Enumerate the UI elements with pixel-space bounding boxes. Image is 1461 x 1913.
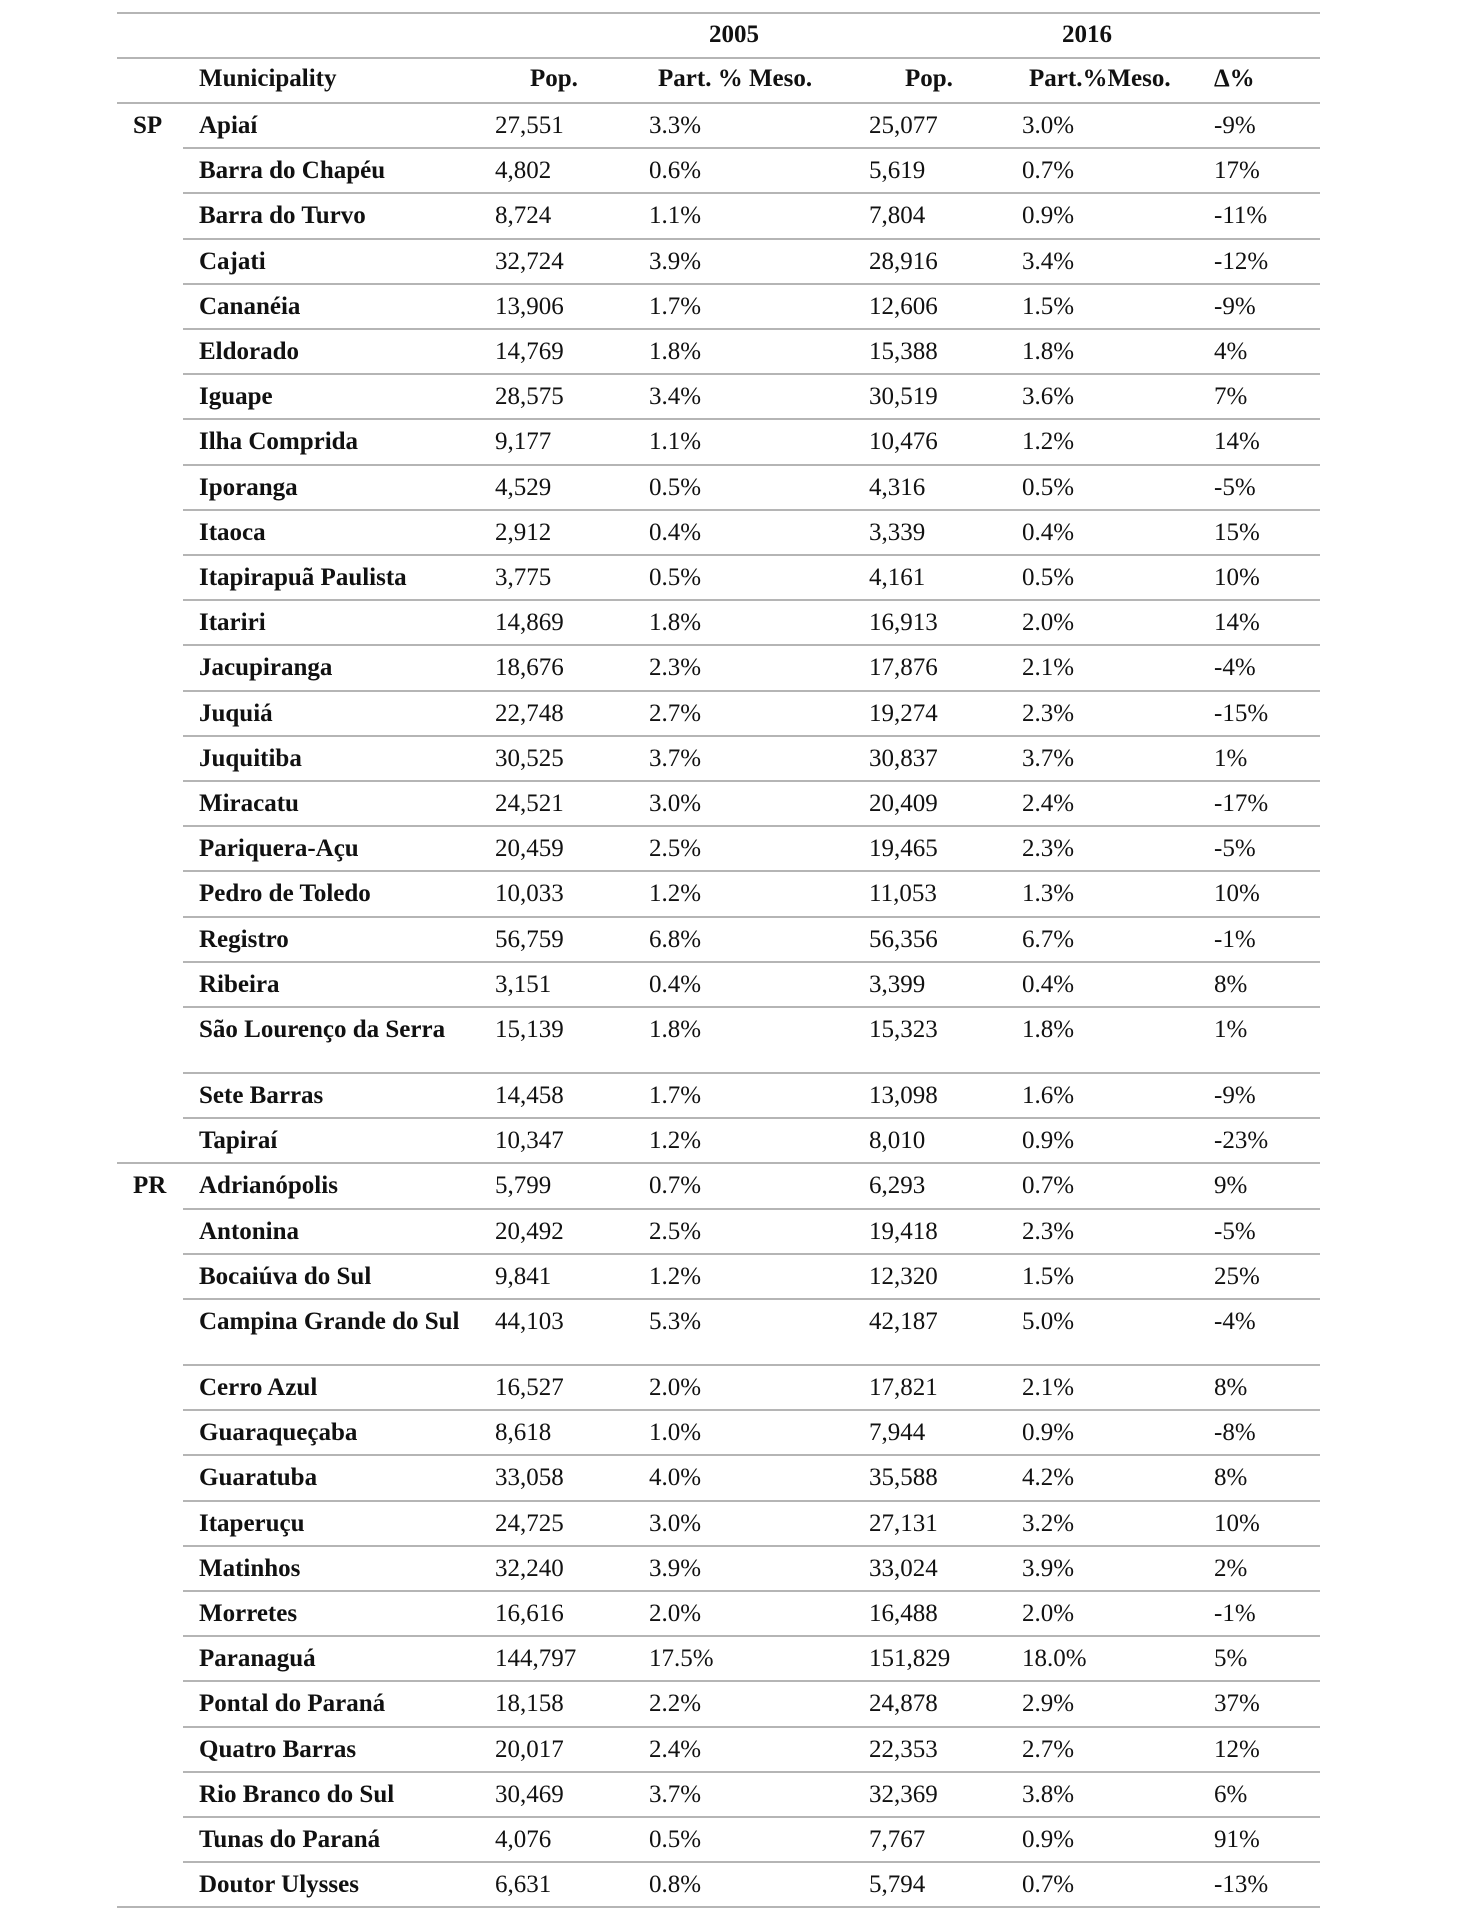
part-meso-2016: 0.7% — [1022, 1172, 1075, 1200]
delta-percent: 37% — [1214, 1690, 1260, 1718]
delta-percent: -11% — [1214, 202, 1268, 230]
delta-percent: 2% — [1214, 1554, 1248, 1582]
pop-2016: 25,077 — [869, 112, 938, 139]
part-meso-2016: 0.9% — [1022, 202, 1075, 230]
part-meso-2005: 3.3% — [649, 112, 702, 139]
delta-percent: 14% — [1214, 609, 1260, 637]
delta-percent: 10% — [1214, 564, 1260, 591]
pop-2016: 33,024 — [869, 1554, 938, 1582]
part-meso-2005: 2.0% — [649, 1600, 702, 1627]
part-meso-2016: 5.0% — [1022, 1308, 1075, 1335]
pop-2005: 28,575 — [495, 383, 564, 411]
part-meso-2005: 2.5% — [649, 835, 702, 863]
municipality-name: Antonina — [199, 1217, 300, 1245]
pop-2016: 11,053 — [869, 880, 937, 908]
table-row — [117, 737, 1320, 782]
col-header-pop-2005: Pop. — [530, 65, 578, 92]
municipality-name: Pariquera-Açu — [199, 835, 359, 863]
part-meso-2005: 1.7% — [649, 1082, 702, 1109]
delta-percent: 8% — [1214, 1374, 1248, 1401]
state-label: SP — [133, 112, 163, 139]
pop-2016: 4,161 — [869, 564, 926, 591]
state-label: PR — [133, 1172, 167, 1200]
pop-2005: 33,058 — [495, 1464, 564, 1492]
municipality-name: Barra do Turvo — [199, 202, 366, 230]
delta-percent: 1% — [1214, 744, 1248, 772]
part-meso-2005: 3.0% — [649, 1509, 702, 1537]
header-rule — [117, 57, 1320, 59]
pop-2016: 8,010 — [869, 1127, 926, 1155]
delta-percent: -5% — [1214, 1217, 1256, 1245]
municipality-name: Cerro Azul — [199, 1374, 318, 1401]
pop-2005: 8,724 — [495, 202, 552, 230]
part-meso-2005: 1.2% — [649, 1262, 702, 1290]
pop-2016: 16,913 — [869, 609, 938, 637]
municipality-name: São Lourenço da Serra — [199, 1016, 446, 1043]
part-meso-2005: 2.0% — [649, 1374, 702, 1401]
pop-2016: 15,323 — [869, 1016, 938, 1043]
table-row — [117, 1592, 1320, 1637]
table-row — [117, 511, 1320, 556]
pop-2016: 35,588 — [869, 1464, 938, 1492]
delta-percent: -15% — [1214, 699, 1269, 727]
part-meso-2016: 1.5% — [1022, 292, 1075, 320]
part-meso-2016: 0.9% — [1022, 1127, 1075, 1155]
pop-2005: 20,492 — [495, 1217, 564, 1245]
table-row — [117, 1255, 1320, 1300]
table-row — [117, 1456, 1320, 1501]
part-meso-2005: 2.2% — [649, 1690, 702, 1718]
municipality-name: Matinhos — [199, 1554, 301, 1582]
part-meso-2016: 0.9% — [1022, 1826, 1075, 1853]
pop-2016: 27,131 — [869, 1509, 938, 1537]
col-header-part-2005: Part. % Meso. — [658, 65, 813, 92]
delta-percent: -12% — [1214, 247, 1269, 275]
part-meso-2016: 3.0% — [1022, 112, 1075, 139]
pop-2005: 16,616 — [495, 1600, 564, 1627]
pop-2016: 3,399 — [869, 970, 926, 998]
delta-percent: 14% — [1214, 428, 1260, 456]
pop-2016: 4,316 — [869, 473, 926, 501]
pop-2005: 14,458 — [495, 1082, 564, 1109]
part-meso-2005: 1.2% — [649, 880, 702, 908]
table-row — [117, 918, 1320, 963]
delta-percent: 10% — [1214, 1509, 1260, 1537]
pop-2005: 4,802 — [495, 157, 552, 185]
part-meso-2005: 17.5% — [649, 1645, 714, 1673]
municipality-name: Bocaiúva do Sul — [199, 1262, 372, 1290]
pop-2016: 30,519 — [869, 383, 938, 411]
delta-percent: 8% — [1214, 970, 1248, 998]
pop-2016: 28,916 — [869, 247, 938, 275]
pop-2016: 30,837 — [869, 744, 938, 772]
delta-percent: -4% — [1214, 1308, 1256, 1335]
table-row — [117, 149, 1320, 194]
part-meso-2016: 6.7% — [1022, 925, 1075, 953]
pop-2005: 18,158 — [495, 1690, 564, 1718]
col-header-municipality: Municipality — [199, 65, 337, 92]
pop-2016: 22,353 — [869, 1735, 938, 1763]
part-meso-2005: 3.7% — [649, 1780, 702, 1808]
part-meso-2005: 1.8% — [649, 609, 702, 637]
pop-2005: 24,521 — [495, 790, 564, 817]
pop-2005: 4,076 — [495, 1826, 552, 1853]
table-row — [117, 1863, 1320, 1908]
part-meso-2016: 18.0% — [1022, 1645, 1087, 1673]
pop-2005: 144,797 — [495, 1645, 577, 1673]
delta-percent: -23% — [1214, 1127, 1269, 1155]
part-meso-2016: 2.1% — [1022, 654, 1075, 682]
part-meso-2005: 0.4% — [649, 970, 702, 998]
part-meso-2016: 0.5% — [1022, 473, 1075, 501]
pop-2005: 10,033 — [495, 880, 564, 908]
pop-2005: 20,017 — [495, 1735, 564, 1763]
part-meso-2005: 1.7% — [649, 292, 702, 320]
part-meso-2005: 2.5% — [649, 1217, 702, 1245]
table-row — [117, 692, 1320, 737]
pop-2005: 14,869 — [495, 609, 564, 637]
municipality-name: Cajati — [199, 247, 266, 275]
pop-2016: 3,339 — [869, 518, 926, 546]
part-meso-2005: 0.6% — [649, 157, 702, 185]
pop-2016: 24,878 — [869, 1690, 938, 1718]
table-row — [117, 1682, 1320, 1727]
part-meso-2016: 2.0% — [1022, 609, 1075, 637]
delta-percent: 10% — [1214, 880, 1260, 908]
part-meso-2005: 3.4% — [649, 383, 702, 411]
part-meso-2005: 2.7% — [649, 699, 702, 727]
municipality-name: Barra do Chapéu — [199, 157, 386, 185]
delta-percent: -17% — [1214, 790, 1269, 817]
table-row — [117, 1008, 1320, 1074]
pop-2005: 20,459 — [495, 835, 564, 863]
table-row — [117, 420, 1320, 465]
part-meso-2016: 2.4% — [1022, 790, 1075, 817]
pop-2016: 17,876 — [869, 654, 938, 682]
pop-2016: 151,829 — [869, 1645, 951, 1673]
delta-percent: -1% — [1214, 1600, 1256, 1627]
pop-2005: 10,347 — [495, 1127, 564, 1155]
pop-2005: 2,912 — [495, 518, 552, 546]
table-row — [117, 375, 1320, 420]
table-row — [117, 1210, 1320, 1255]
table-row — [117, 1119, 1320, 1164]
table-row — [117, 556, 1320, 601]
part-meso-2016: 2.9% — [1022, 1690, 1075, 1718]
part-meso-2005: 1.1% — [649, 202, 702, 230]
pop-2005: 18,676 — [495, 654, 564, 682]
municipality-name: Apiaí — [199, 112, 258, 139]
pop-2005: 16,527 — [495, 1374, 564, 1401]
part-meso-2005: 6.8% — [649, 925, 702, 953]
part-meso-2016: 0.7% — [1022, 1871, 1075, 1899]
delta-percent: -9% — [1214, 292, 1256, 320]
delta-percent: -9% — [1214, 112, 1256, 139]
pop-2005: 14,769 — [495, 338, 564, 365]
pop-2005: 30,525 — [495, 744, 564, 772]
pop-2005: 9,841 — [495, 1262, 552, 1290]
part-meso-2005: 0.7% — [649, 1172, 702, 1200]
pop-2016: 12,320 — [869, 1262, 938, 1290]
municipality-name: Pedro de Toledo — [199, 880, 371, 908]
municipality-name: Juquitiba — [199, 744, 302, 772]
pop-2016: 56,356 — [869, 925, 938, 953]
part-meso-2005: 1.8% — [649, 1016, 702, 1043]
part-meso-2005: 0.5% — [649, 1826, 702, 1853]
delta-percent: 91% — [1214, 1826, 1260, 1853]
pop-2016: 19,274 — [869, 699, 938, 727]
pop-2005: 24,725 — [495, 1509, 564, 1537]
table-row — [117, 601, 1320, 646]
table-row — [117, 1547, 1320, 1592]
pop-2016: 17,821 — [869, 1374, 938, 1401]
delta-percent: 4% — [1214, 338, 1248, 365]
pop-2005: 3,775 — [495, 564, 552, 591]
part-meso-2016: 3.2% — [1022, 1509, 1075, 1537]
pop-2005: 6,631 — [495, 1871, 552, 1899]
part-meso-2005: 1.2% — [649, 1127, 702, 1155]
part-meso-2016: 2.0% — [1022, 1600, 1075, 1627]
pop-2005: 8,618 — [495, 1419, 552, 1447]
municipality-name: Juquiá — [199, 699, 273, 727]
part-meso-2005: 1.0% — [649, 1419, 702, 1447]
municipality-name: Adrianópolis — [199, 1172, 338, 1200]
part-meso-2016: 0.4% — [1022, 518, 1075, 546]
pop-2016: 7,767 — [869, 1826, 926, 1853]
table-row — [117, 1502, 1320, 1547]
part-meso-2005: 0.8% — [649, 1871, 702, 1899]
municipality-name: Ilha Comprida — [199, 428, 359, 456]
table-row — [117, 330, 1320, 375]
col-header-part-2016: Part.%Meso. — [1029, 65, 1171, 92]
row-rule — [117, 1906, 1320, 1908]
delta-percent: 12% — [1214, 1735, 1260, 1763]
table-row — [117, 1074, 1320, 1119]
part-meso-2016: 0.5% — [1022, 564, 1075, 591]
municipality-name: Iguape — [199, 383, 273, 411]
municipality-name: Itariri — [199, 609, 266, 637]
table-row — [117, 1773, 1320, 1818]
part-meso-2005: 0.5% — [649, 564, 702, 591]
table-row — [117, 104, 1320, 149]
part-meso-2016: 0.7% — [1022, 157, 1075, 185]
part-meso-2016: 4.2% — [1022, 1464, 1075, 1492]
municipality-name: Itaperuçu — [199, 1509, 305, 1537]
part-meso-2016: 3.6% — [1022, 383, 1075, 411]
part-meso-2016: 2.3% — [1022, 1217, 1075, 1245]
table-row — [117, 1637, 1320, 1682]
pop-2016: 15,388 — [869, 338, 938, 365]
pop-2005: 56,759 — [495, 925, 564, 953]
municipality-name: Tunas do Paraná — [199, 1826, 381, 1853]
pop-2016: 10,476 — [869, 428, 938, 456]
municipality-name: Guaraqueçaba — [199, 1419, 358, 1447]
delta-percent: 25% — [1214, 1262, 1260, 1290]
table-row — [117, 285, 1320, 330]
municipality-name: Guaratuba — [199, 1464, 318, 1492]
table-row — [117, 194, 1320, 239]
pop-2016: 19,418 — [869, 1217, 938, 1245]
pop-2016: 13,098 — [869, 1082, 938, 1109]
municipality-name: Miracatu — [199, 790, 299, 817]
municipality-name: Cananéia — [199, 292, 301, 320]
delta-percent: -4% — [1214, 654, 1256, 682]
part-meso-2005: 0.5% — [649, 473, 702, 501]
part-meso-2005: 2.3% — [649, 654, 702, 682]
part-meso-2016: 0.9% — [1022, 1419, 1075, 1447]
pop-2005: 15,139 — [495, 1016, 564, 1043]
part-meso-2005: 3.9% — [649, 1554, 702, 1582]
pop-2005: 22,748 — [495, 699, 564, 727]
delta-percent: 7% — [1214, 383, 1248, 411]
delta-percent: -8% — [1214, 1419, 1256, 1447]
part-meso-2005: 3.9% — [649, 247, 702, 275]
pop-2005: 4,529 — [495, 473, 552, 501]
table-row — [117, 963, 1320, 1008]
part-meso-2016: 2.7% — [1022, 1735, 1075, 1763]
delta-percent: 15% — [1214, 518, 1260, 546]
part-meso-2016: 1.8% — [1022, 1016, 1075, 1043]
delta-percent: 17% — [1214, 157, 1260, 185]
pop-2016: 7,944 — [869, 1419, 926, 1447]
part-meso-2005: 3.7% — [649, 744, 702, 772]
municipality-name: Quatro Barras — [199, 1735, 357, 1763]
part-meso-2016: 1.3% — [1022, 880, 1075, 908]
pop-2016: 20,409 — [869, 790, 938, 817]
delta-percent: 1% — [1214, 1016, 1248, 1043]
municipality-name: Iporanga — [199, 473, 298, 501]
delta-percent: -9% — [1214, 1082, 1256, 1109]
table-row — [117, 1818, 1320, 1863]
pop-2005: 13,906 — [495, 292, 564, 320]
part-meso-2005: 1.1% — [649, 428, 702, 456]
col-header-pop-2016: Pop. — [905, 65, 953, 92]
part-meso-2016: 1.2% — [1022, 428, 1075, 456]
pop-2005: 27,551 — [495, 112, 564, 139]
part-meso-2005: 1.8% — [649, 338, 702, 365]
part-meso-2005: 0.4% — [649, 518, 702, 546]
pop-2005: 44,103 — [495, 1308, 564, 1335]
table-row — [117, 872, 1320, 917]
delta-percent: -13% — [1214, 1871, 1269, 1899]
municipality-name: Pontal do Paraná — [199, 1690, 386, 1718]
pop-2016: 42,187 — [869, 1308, 938, 1335]
pop-2016: 6,293 — [869, 1172, 926, 1200]
table-row — [117, 466, 1320, 511]
part-meso-2016: 1.6% — [1022, 1082, 1075, 1109]
delta-percent: -5% — [1214, 835, 1256, 863]
delta-percent: -5% — [1214, 473, 1256, 501]
table-row — [117, 1366, 1320, 1411]
pop-2005: 30,469 — [495, 1780, 564, 1808]
part-meso-2005: 4.0% — [649, 1464, 702, 1492]
table-row — [117, 827, 1320, 872]
pop-2005: 32,724 — [495, 247, 564, 275]
table-row — [117, 1728, 1320, 1773]
pop-2016: 19,465 — [869, 835, 938, 863]
part-meso-2005: 2.4% — [649, 1735, 702, 1763]
municipality-name: Paranaguá — [199, 1645, 316, 1673]
table-row — [117, 646, 1320, 691]
municipality-name: Ribeira — [199, 970, 280, 998]
part-meso-2016: 0.4% — [1022, 970, 1075, 998]
part-meso-2005: 5.3% — [649, 1308, 702, 1335]
municipality-name: Eldorado — [199, 338, 300, 365]
table-row — [117, 1164, 1320, 1209]
municipality-name: Itapirapuã Paulista — [199, 564, 407, 591]
table-row — [117, 1411, 1320, 1456]
municipality-name: Sete Barras — [199, 1082, 324, 1109]
pop-2016: 7,804 — [869, 202, 926, 230]
part-meso-2016: 2.1% — [1022, 1374, 1075, 1401]
municipality-name: Rio Branco do Sul — [199, 1780, 395, 1808]
pop-2016: 32,369 — [869, 1780, 938, 1808]
pop-2005: 32,240 — [495, 1554, 564, 1582]
delta-percent: 8% — [1214, 1464, 1248, 1492]
municipality-name: Jacupiranga — [199, 654, 333, 682]
part-meso-2016: 3.9% — [1022, 1554, 1075, 1582]
part-meso-2016: 2.3% — [1022, 699, 1075, 727]
delta-percent: 6% — [1214, 1780, 1248, 1808]
pop-2016: 16,488 — [869, 1600, 938, 1627]
table-row — [117, 1300, 1320, 1366]
col-header-delta: Δ% — [1214, 65, 1255, 92]
pop-2005: 5,799 — [495, 1172, 552, 1200]
delta-percent: -1% — [1214, 925, 1256, 953]
municipality-name: Campina Grande do Sul — [199, 1308, 460, 1335]
municipality-name: Morretes — [199, 1600, 298, 1627]
part-meso-2016: 1.8% — [1022, 338, 1075, 365]
pop-2016: 5,794 — [869, 1871, 926, 1899]
pop-2005: 3,151 — [495, 970, 552, 998]
table-row — [117, 782, 1320, 827]
table-row — [117, 240, 1320, 285]
municipality-name: Tapiraí — [199, 1127, 278, 1155]
delta-percent: 5% — [1214, 1645, 1248, 1673]
municipality-name: Itaoca — [199, 518, 266, 546]
delta-percent: 9% — [1214, 1172, 1248, 1200]
part-meso-2016: 3.4% — [1022, 247, 1075, 275]
pop-2016: 5,619 — [869, 157, 926, 185]
pop-2005: 9,177 — [495, 428, 552, 456]
part-meso-2016: 2.3% — [1022, 835, 1075, 863]
part-meso-2016: 3.7% — [1022, 744, 1075, 772]
municipality-name: Doutor Ulysses — [199, 1871, 359, 1899]
year-header-2016: 2016 — [1062, 21, 1112, 48]
year-header-2005: 2005 — [709, 21, 759, 48]
part-meso-2016: 1.5% — [1022, 1262, 1075, 1290]
part-meso-2016: 3.8% — [1022, 1780, 1075, 1808]
part-meso-2005: 3.0% — [649, 790, 702, 817]
pop-2016: 12,606 — [869, 292, 938, 320]
municipality-name: Registro — [199, 925, 289, 953]
